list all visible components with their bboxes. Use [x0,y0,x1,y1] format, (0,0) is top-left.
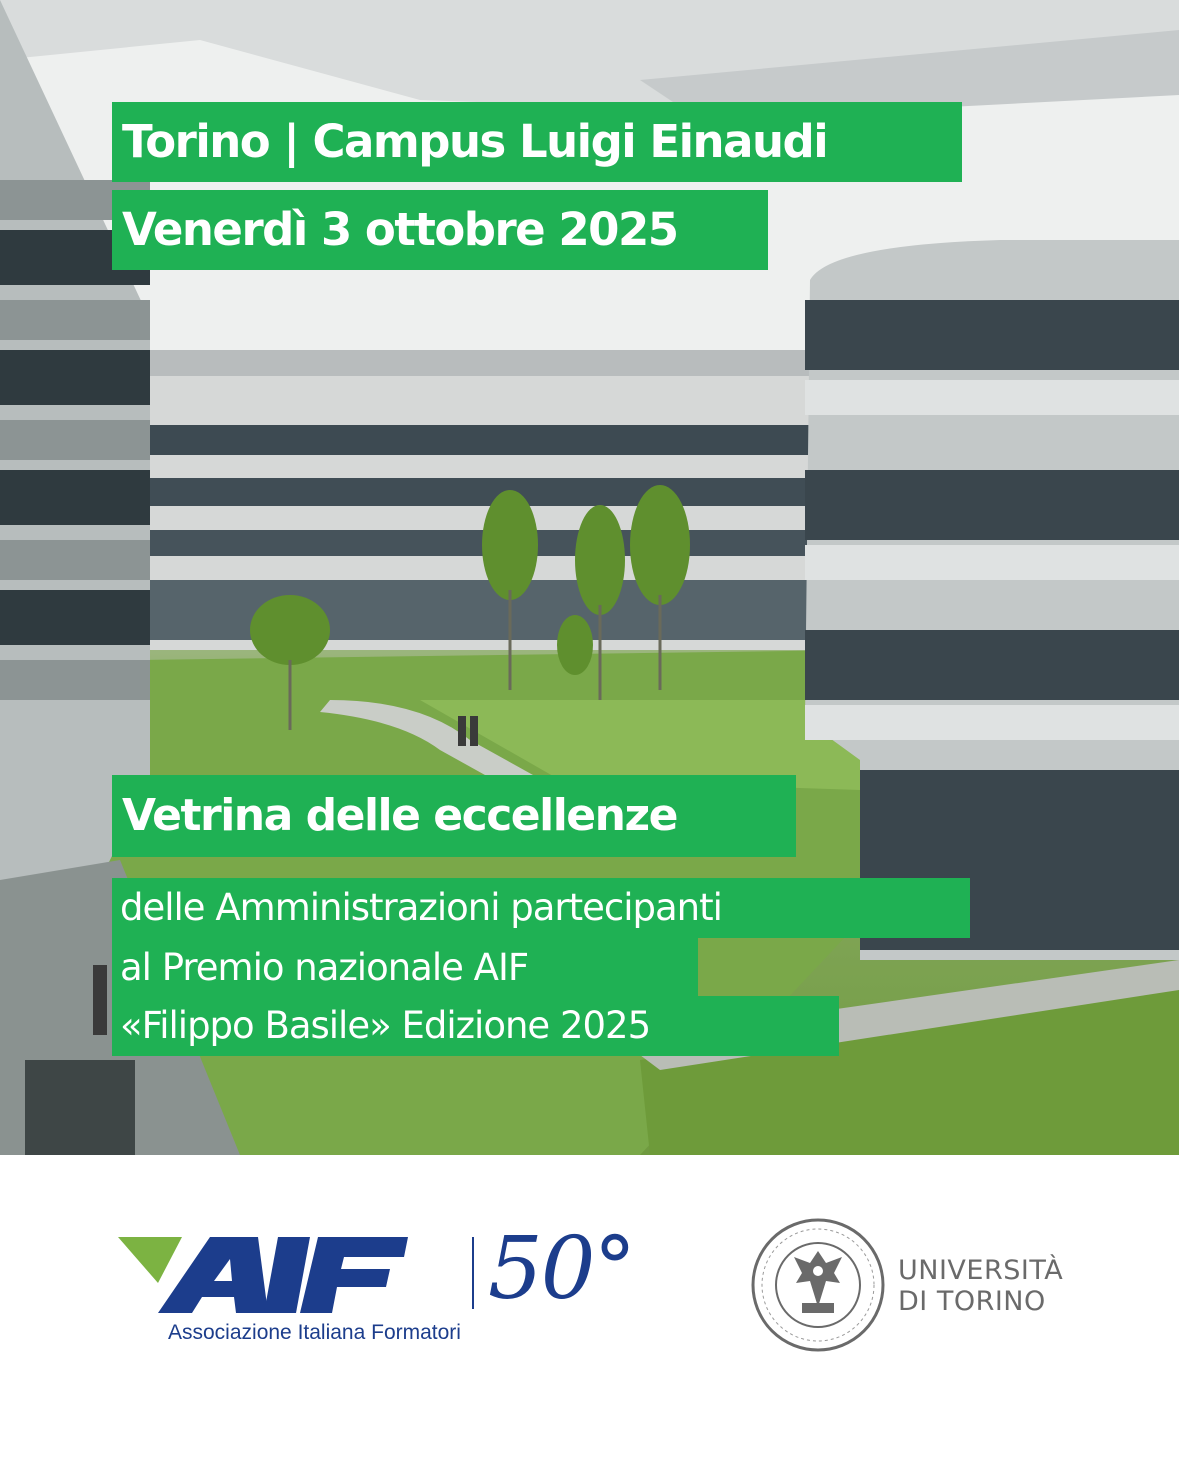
headline-title: Vetrina delle eccellenze [112,775,796,857]
aif-anniversary: 50° [488,1219,635,1319]
aif-full-name: Associazione Italiana Formatori [168,1321,461,1344]
footer [0,1155,1179,1462]
aif-divider [472,1237,474,1309]
event-date: Venerdì 3 ottobre 2025 [112,190,768,270]
headline-line-1: delle Amministrazioni partecipanti [112,878,970,938]
aif-mark-icon [118,1225,468,1320]
university-name [898,1255,1063,1317]
headline-line-2: al Premio nazionale AIF [112,938,698,998]
event-location: Torino | Campus Luigi Einaudi [112,102,962,182]
university-logo [750,1217,1080,1367]
aif-logo [118,1219,635,1355]
university-seal-icon [750,1217,886,1353]
headline-line-3: «Filippo Basile» Edizione 2025 [112,996,839,1056]
university-name-line-1: UNIVERSITÀ [898,1255,1064,1286]
university-name-line-2: DI TORINO [898,1286,1046,1317]
